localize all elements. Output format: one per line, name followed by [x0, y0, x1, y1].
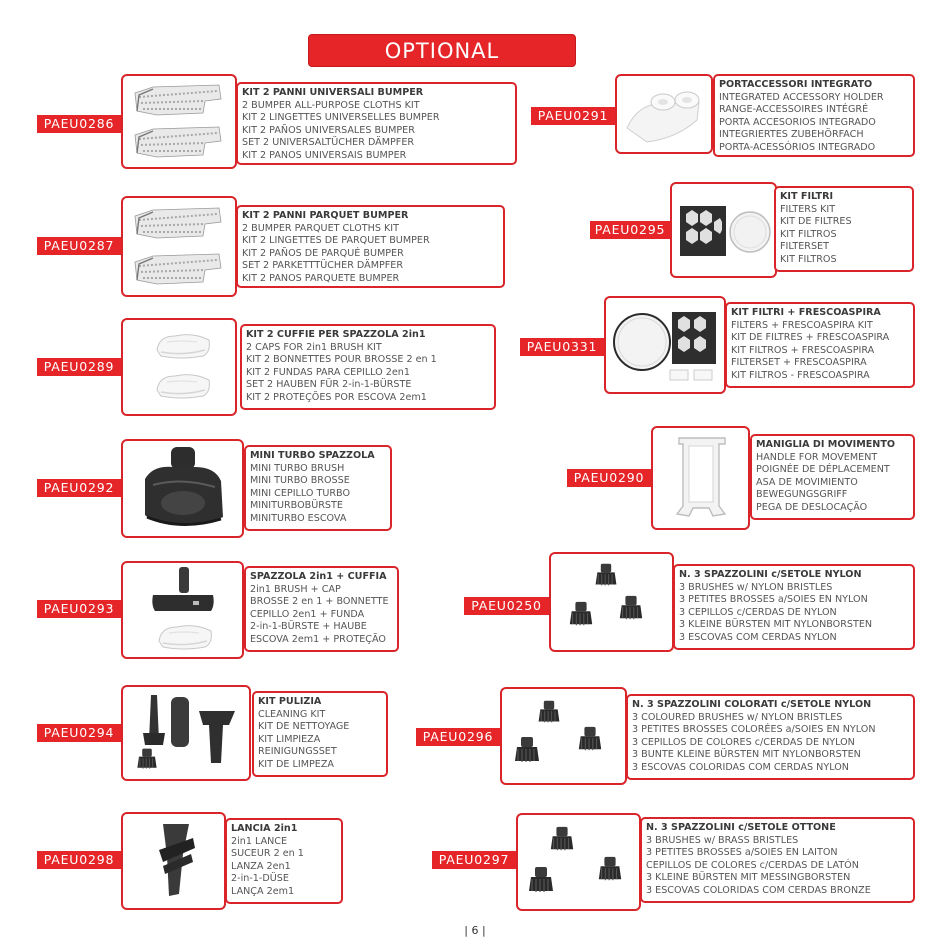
- product-name-line: FILTERS + FRESCOASPIRA KIT: [731, 319, 873, 331]
- product-description: [725, 302, 915, 388]
- product-name-line: 3 KLEINE BÜRSTEN MIT NYLONBORSTEN: [679, 619, 873, 631]
- product-description: [244, 445, 392, 531]
- product-name-line: KIT DE FILTRES + FRESCOASPIRA: [731, 332, 890, 344]
- product-name-line: KIT DE LIMPEZA: [258, 758, 334, 770]
- product-name-it: SPAZZOLA 2in1 + CUFFIA: [250, 571, 387, 582]
- product-name-line: KIT 2 PAÑOS UNIVERSALES BUMPER: [242, 124, 415, 136]
- product-name-line: RANGE-ACCESSOIRES INTÉGRÉ: [719, 104, 869, 116]
- product-name-line: KIT 2 BONNETTES POUR BROSSE 2 en 1: [246, 354, 437, 366]
- product-name-line: 2 CAPS FOR 2in1 BRUSH KIT: [246, 341, 382, 353]
- product-name-line: KIT 2 FUNDAS PARA CEPILLO 2en1: [246, 366, 410, 378]
- product-code-badge: PAEU0296: [416, 728, 500, 746]
- product-name-line: 3 PETITES BROSSES a/SOIES EN NYLON: [679, 594, 868, 606]
- product-description: [244, 566, 399, 652]
- product-code-badge: PAEU0287: [37, 237, 121, 255]
- product-code-badge: PAEU0294: [37, 724, 121, 742]
- product-name-line: REINIGUNGSSET: [258, 746, 337, 758]
- product-name-it: N. 3 SPAZZOLINI c/SETOLE NYLON: [679, 569, 862, 580]
- product-description: [252, 691, 388, 777]
- product-name-line: KIT DE FILTRES: [780, 216, 852, 228]
- product-code-badge: PAEU0290: [567, 469, 651, 487]
- product-name-line: MINI TURBO BROSSE: [250, 475, 350, 487]
- product-name-line: PEGA DE DESLOCAÇÃO: [756, 501, 868, 513]
- product-name-line: MINI TURBO BRUSH: [250, 462, 345, 474]
- product-name-line: FILTERSET + FRESCOASPIRA: [731, 357, 867, 369]
- product-image-accessory-holder: [615, 74, 713, 154]
- product-name-line: MINITURBO ESCOVA: [250, 512, 347, 524]
- cloth-icon: [123, 76, 235, 167]
- product-name-line: ASA DE MOVIMIENTO: [756, 476, 858, 488]
- product-name-line: 3 PETITES BROSSES a/SOIES EN LAITON: [646, 847, 838, 859]
- cleaning-kit-icon: [123, 687, 249, 779]
- product-name-it: KIT FILTRI + FRESCOASPIRA: [731, 307, 881, 318]
- product-name-line: 3 PETITES BROSSES COLORÉES a/SOIES EN NYLON: [632, 724, 876, 736]
- product-name-line: HANDLE FOR MOVEMENT: [756, 451, 878, 463]
- product-name-line: CEPILLOS DE COLORES c/CERDAS DE LATÓN: [646, 859, 859, 871]
- product-image-coloured-nylon-brushes: [500, 687, 627, 785]
- product-description: [750, 434, 915, 520]
- product-name-line: 3 CEPILLOS DE COLORES c/CERDAS DE NYLON: [632, 736, 855, 748]
- brush-icon: [518, 815, 639, 909]
- product-image-nylon-brushes: [549, 552, 674, 652]
- product-name-it: PORTACCESSORI INTEGRATO: [719, 79, 873, 90]
- product-image-filters-frescoaspira: [604, 296, 726, 394]
- product-code-badge: PAEU0291: [531, 107, 615, 125]
- cloth-icon: [123, 198, 235, 295]
- product-name-it: MANIGLIA DI MOVIMENTO: [756, 439, 896, 450]
- product-image-movement-handle: [651, 426, 750, 530]
- product-name-line: KIT FILTROS - FRESCOASPIRA: [731, 369, 870, 381]
- filter-icon: [606, 298, 724, 392]
- product-image-2in1-brush-cap: [121, 561, 244, 659]
- product-name-line: KIT 2 LINGETTES UNIVERSELLES BUMPER: [242, 112, 440, 124]
- cap-icon: [123, 320, 235, 414]
- product-code-badge: PAEU0331: [520, 338, 604, 356]
- product-name-line: SUCEUR 2 en 1: [231, 848, 304, 860]
- product-description: [240, 324, 496, 410]
- product-image-cleaning-kit: [121, 685, 251, 781]
- product-code-badge: PAEU0297: [432, 851, 516, 869]
- product-name-line: BROSSE 2 en 1 + BONNETTE: [250, 596, 389, 608]
- product-description: [640, 817, 915, 903]
- product-name-line: KIT 2 PANOS PARQUETE BUMPER: [242, 272, 400, 284]
- product-name-line: KIT 2 PROTEÇÕES POR ESCOVA 2em1: [246, 391, 427, 403]
- product-description: [673, 564, 915, 650]
- product-name-line: LANZA 2en1: [231, 860, 291, 872]
- product-name-line: KIT 2 LINGETTES DE PARQUET BUMPER: [242, 235, 430, 247]
- product-name-line: 3 ESCOVAS COLORIDAS COM CERDAS NYLON: [632, 761, 849, 773]
- handle-icon: [653, 428, 748, 528]
- product-name-it: N. 3 SPAZZOLINI COLORATI c/SETOLE NYLON: [632, 699, 872, 710]
- product-image-brass-brushes: [516, 813, 641, 911]
- accessory-holder-icon: [617, 76, 711, 152]
- product-name-line: PORTA-ACESSÓRIOS INTEGRADO: [719, 141, 876, 153]
- product-name-it: KIT 2 CUFFIE PER SPAZZOLA 2in1: [246, 329, 426, 340]
- product-name-line: 2-in-1-BÜRSTE + HAUBE: [250, 621, 367, 633]
- product-name-line: CEPILLO 2en1 + FUNDA: [250, 608, 365, 620]
- product-name-line: POIGNÉE DE DÉPLACEMENT: [756, 464, 890, 476]
- brush-icon: [123, 563, 242, 657]
- turbo-brush-icon: [123, 441, 242, 536]
- product-name-line: KIT FILTROS: [780, 253, 837, 265]
- product-name-line: 3 BRUSHES w/ BRASS BRISTLES: [646, 834, 799, 846]
- product-name-line: KIT LIMPIEZA: [258, 733, 321, 745]
- product-name-line: INTEGRIERTES ZUBEHÖRFACH: [719, 129, 864, 141]
- product-name-line: SET 2 HAUBEN FÜR 2-in-1-BÜRSTE: [246, 379, 412, 391]
- product-name-line: SET 2 PARKETTTÜCHER DÄMPFER: [242, 260, 404, 272]
- product-description: [236, 205, 505, 288]
- product-code-badge: PAEU0293: [37, 600, 121, 618]
- product-name-line: KIT FILTROS + FRESCOASPIRA: [731, 344, 875, 356]
- page-title: OPTIONAL: [308, 34, 576, 67]
- product-name-line: 3 CEPILLOS c/CERDAS DE NYLON: [679, 606, 837, 618]
- product-name-it: KIT FILTRI: [780, 191, 834, 202]
- product-name-line: 3 BUNTE KLEINE BÜRSTEN MIT NYLONBORSTEN: [632, 749, 861, 761]
- product-name-line: BEWEGUNGSGRIFF: [756, 489, 848, 501]
- product-code-badge: PAEU0289: [37, 358, 121, 376]
- product-name-it: KIT 2 PANNI PARQUET BUMPER: [242, 210, 409, 221]
- product-image-bumper-parquet-cloths: [121, 196, 237, 297]
- product-name-line: MINI CEPILLO TURBO: [250, 487, 350, 499]
- product-name-line: INTEGRATED ACCESSORY HOLDER: [719, 91, 884, 103]
- product-name-line: 3 KLEINE BÜRSTEN MIT MESSINGBORSTEN: [646, 872, 851, 884]
- product-image-mini-turbo-brush: [121, 439, 244, 538]
- product-image-brush-caps: [121, 318, 237, 416]
- product-description: [626, 694, 915, 780]
- product-name-line: 2 BUMPER PARQUET CLOTHS KIT: [242, 222, 399, 234]
- product-name-it: KIT 2 PANNI UNIVERSALI BUMPER: [242, 87, 424, 98]
- product-name-it: N. 3 SPAZZOLINI c/SETOLE OTTONE: [646, 822, 836, 833]
- product-name-line: SET 2 UNIVERSALTÜCHER DÄMPFER: [242, 137, 415, 149]
- product-name-line: 3 BRUSHES w/ NYLON BRISTLES: [679, 581, 833, 593]
- product-name-line: KIT 2 PANOS UNIVERSAIS BUMPER: [242, 149, 407, 161]
- product-name-line: 3 COLOURED BRUSHES w/ NYLON BRISTLES: [632, 711, 843, 723]
- product-name-line: KIT DE NETTOYAGE: [258, 721, 350, 733]
- product-name-line: 3 ESCOVAS COLORIDAS COM CERDAS BRONZE: [646, 884, 871, 896]
- product-name-line: CLEANING KIT: [258, 708, 326, 720]
- product-name-line: FILTERSET: [780, 241, 829, 253]
- product-code-badge: PAEU0295: [590, 221, 670, 239]
- product-image-bumper-universal-cloths: [121, 74, 237, 169]
- product-name-line: 3 ESCOVAS COM CERDAS NYLON: [679, 631, 837, 643]
- product-name-line: 2 BUMPER ALL-PURPOSE CLOTHS KIT: [242, 99, 420, 111]
- filter-icon: [672, 184, 775, 276]
- brush-icon: [502, 689, 625, 783]
- product-name-line: ESCOVA 2em1 + PROTEÇÃO: [250, 633, 386, 645]
- product-code-badge: PAEU0286: [37, 115, 121, 133]
- product-image-filters-kit: [670, 182, 777, 278]
- product-code-badge: PAEU0250: [464, 597, 549, 615]
- product-name-line: FILTERS KIT: [780, 203, 836, 215]
- product-name-it: KIT PULIZIA: [258, 696, 322, 707]
- product-name-line: MINITURBOBÜRSTE: [250, 500, 343, 512]
- product-name-it: MINI TURBO SPAZZOLA: [250, 450, 375, 461]
- product-name-line: 2in1 BRUSH + CAP: [250, 583, 341, 595]
- page-number: | 6 |: [464, 924, 486, 937]
- product-name-line: KIT 2 PAÑOS DE PARQUÉ BUMPER: [242, 247, 404, 259]
- product-code-badge: PAEU0292: [37, 479, 121, 497]
- product-description: [713, 74, 915, 157]
- brush-icon: [551, 554, 672, 650]
- lance-icon: [123, 814, 224, 908]
- product-name-line: PORTA ACCESORIOS INTEGRADO: [719, 116, 876, 128]
- product-image-2in1-lance: [121, 812, 226, 910]
- product-name-line: KIT FILTROS: [780, 228, 837, 240]
- product-description: [774, 186, 914, 272]
- product-description: [236, 82, 517, 165]
- product-name-line: LANÇA 2em1: [231, 885, 295, 897]
- product-name-line: 2-in-1-DÜSE: [231, 873, 289, 885]
- product-code-badge: PAEU0298: [37, 851, 121, 869]
- product-name-line: 2in1 LANCE: [231, 835, 288, 847]
- product-name-it: LANCIA 2in1: [231, 823, 298, 834]
- product-description: [225, 818, 343, 904]
